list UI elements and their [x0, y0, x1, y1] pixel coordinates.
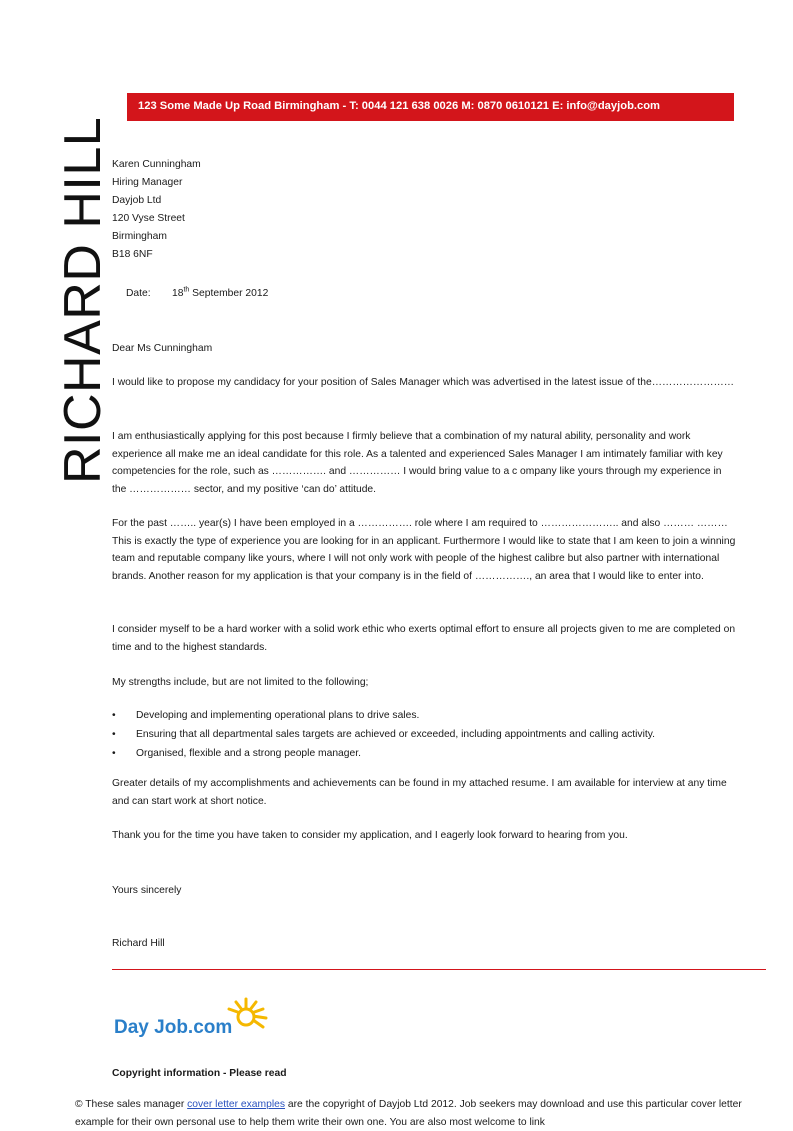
- recipient-city: Birmingham: [112, 231, 167, 242]
- bullet-icon: •: [112, 729, 116, 740]
- copyright-suffix: are the copyright of Dayjob Ltd 2012. Job seekers may download and use this particular cover letter example for their own personal use to help them write their own one. You are also most welcome to link: [75, 1099, 742, 1128]
- paragraph-availability: Greater details of my accomplishments and achievements can be found in my attached resume. I am available for interview at any time and can start work at short notice.: [112, 778, 727, 807]
- list-item-text: Organised, flexible and a strong people manager.: [136, 748, 361, 759]
- letter-date: [126, 285, 751, 303]
- bullet-icon: •: [112, 748, 116, 759]
- logo-wordmark: [114, 1017, 232, 1039]
- paragraph-motivation: I am enthusiastically applying for this post because I firmly believe that a combination of my natural ability, personality and work experience all make me an ideal candidate for this role. As a talented and experienced Sales Manager I am intimately familiar with key competencies for the role, such as ……………. and …………… I would bring value to a c ompany like yours through my experience in the ……………… sector, and my positive ‘can do’ attitude.: [112, 431, 723, 495]
- date-month-year: September 2012: [189, 288, 269, 299]
- list-item: [112, 707, 737, 726]
- recipient-address: [112, 156, 737, 264]
- strengths-list: [112, 707, 737, 764]
- copyright-text: [75, 1096, 775, 1131]
- paragraph-strengths-intro: My strengths include, but are not limited to the following;: [112, 677, 369, 688]
- list-item: [112, 726, 737, 745]
- recipient-company: Dayjob Ltd: [112, 195, 162, 206]
- recipient-street: 120 Vyse Street: [112, 213, 185, 224]
- date-label: Date:: [126, 288, 151, 299]
- paragraph-work-ethic: I consider myself to be a hard worker with a solid work ethic who exerts optimal effort to ensure all projects given to me are completed on time and to the highest standards.: [112, 624, 736, 653]
- copyright-prefix: © These sales manager: [75, 1099, 188, 1110]
- bullet-icon: •: [112, 710, 116, 721]
- recipient-postcode: B18 6NF: [112, 249, 153, 260]
- logo-day: Day: [114, 1017, 149, 1038]
- copyright-title: Copyright information - Please read: [112, 1068, 287, 1079]
- list-item: [112, 745, 737, 764]
- recipient-title: Hiring Manager: [112, 177, 183, 188]
- dayjob-logo[interactable]: [114, 993, 284, 1045]
- paragraph-intro: I would like to propose my candidacy for your position of Sales Manager which was advertised in the latest issue of the……………………: [112, 377, 735, 388]
- cover-letter-examples-link[interactable]: cover letter examples: [187, 1099, 286, 1110]
- candidate-name-vertical: RICHARD HILL: [54, 116, 112, 484]
- divider: [112, 969, 766, 970]
- logo-com: .com: [187, 1017, 233, 1038]
- paragraph-thanks: Thank you for the time you have taken to consider my application, and I eagerly look forward to hearing from you.: [112, 830, 628, 841]
- paragraph-experience: For the past …….. year(s) I have been employed in a ……………. role where I am required to ………………….. and also ……… ……… This is exactly the type of experience you are looking for in an applicant. Furthermore I would like to state that I am keen to join a winning team and reputable company like yours, where I will not only work with people of the highest calibre but also partner with international brands. Another reason for my application is that your company is in the field of ……………., an area that I would like to enter into.: [112, 518, 736, 582]
- recipient-name: Karen Cunningham: [112, 159, 201, 170]
- logo-job: Job: [154, 1017, 188, 1038]
- date-suffix: th: [183, 286, 190, 294]
- signature-name: Richard Hill: [112, 938, 165, 949]
- date-day: 18: [172, 288, 184, 299]
- salutation: Dear Ms Cunningham: [112, 343, 213, 354]
- list-item-text: Ensuring that all departmental sales targets are achieved or exceeded, including appointments and calling activity.: [136, 729, 655, 740]
- list-item-text: Developing and implementing operational plans to drive sales.: [136, 710, 420, 721]
- closing: Yours sincerely: [112, 885, 182, 896]
- contact-header-bar: 123 Some Made Up Road Birmingham - T: 0044 121 638 0026 M: 0870 0610121 E: info@dayjob.com: [127, 93, 734, 121]
